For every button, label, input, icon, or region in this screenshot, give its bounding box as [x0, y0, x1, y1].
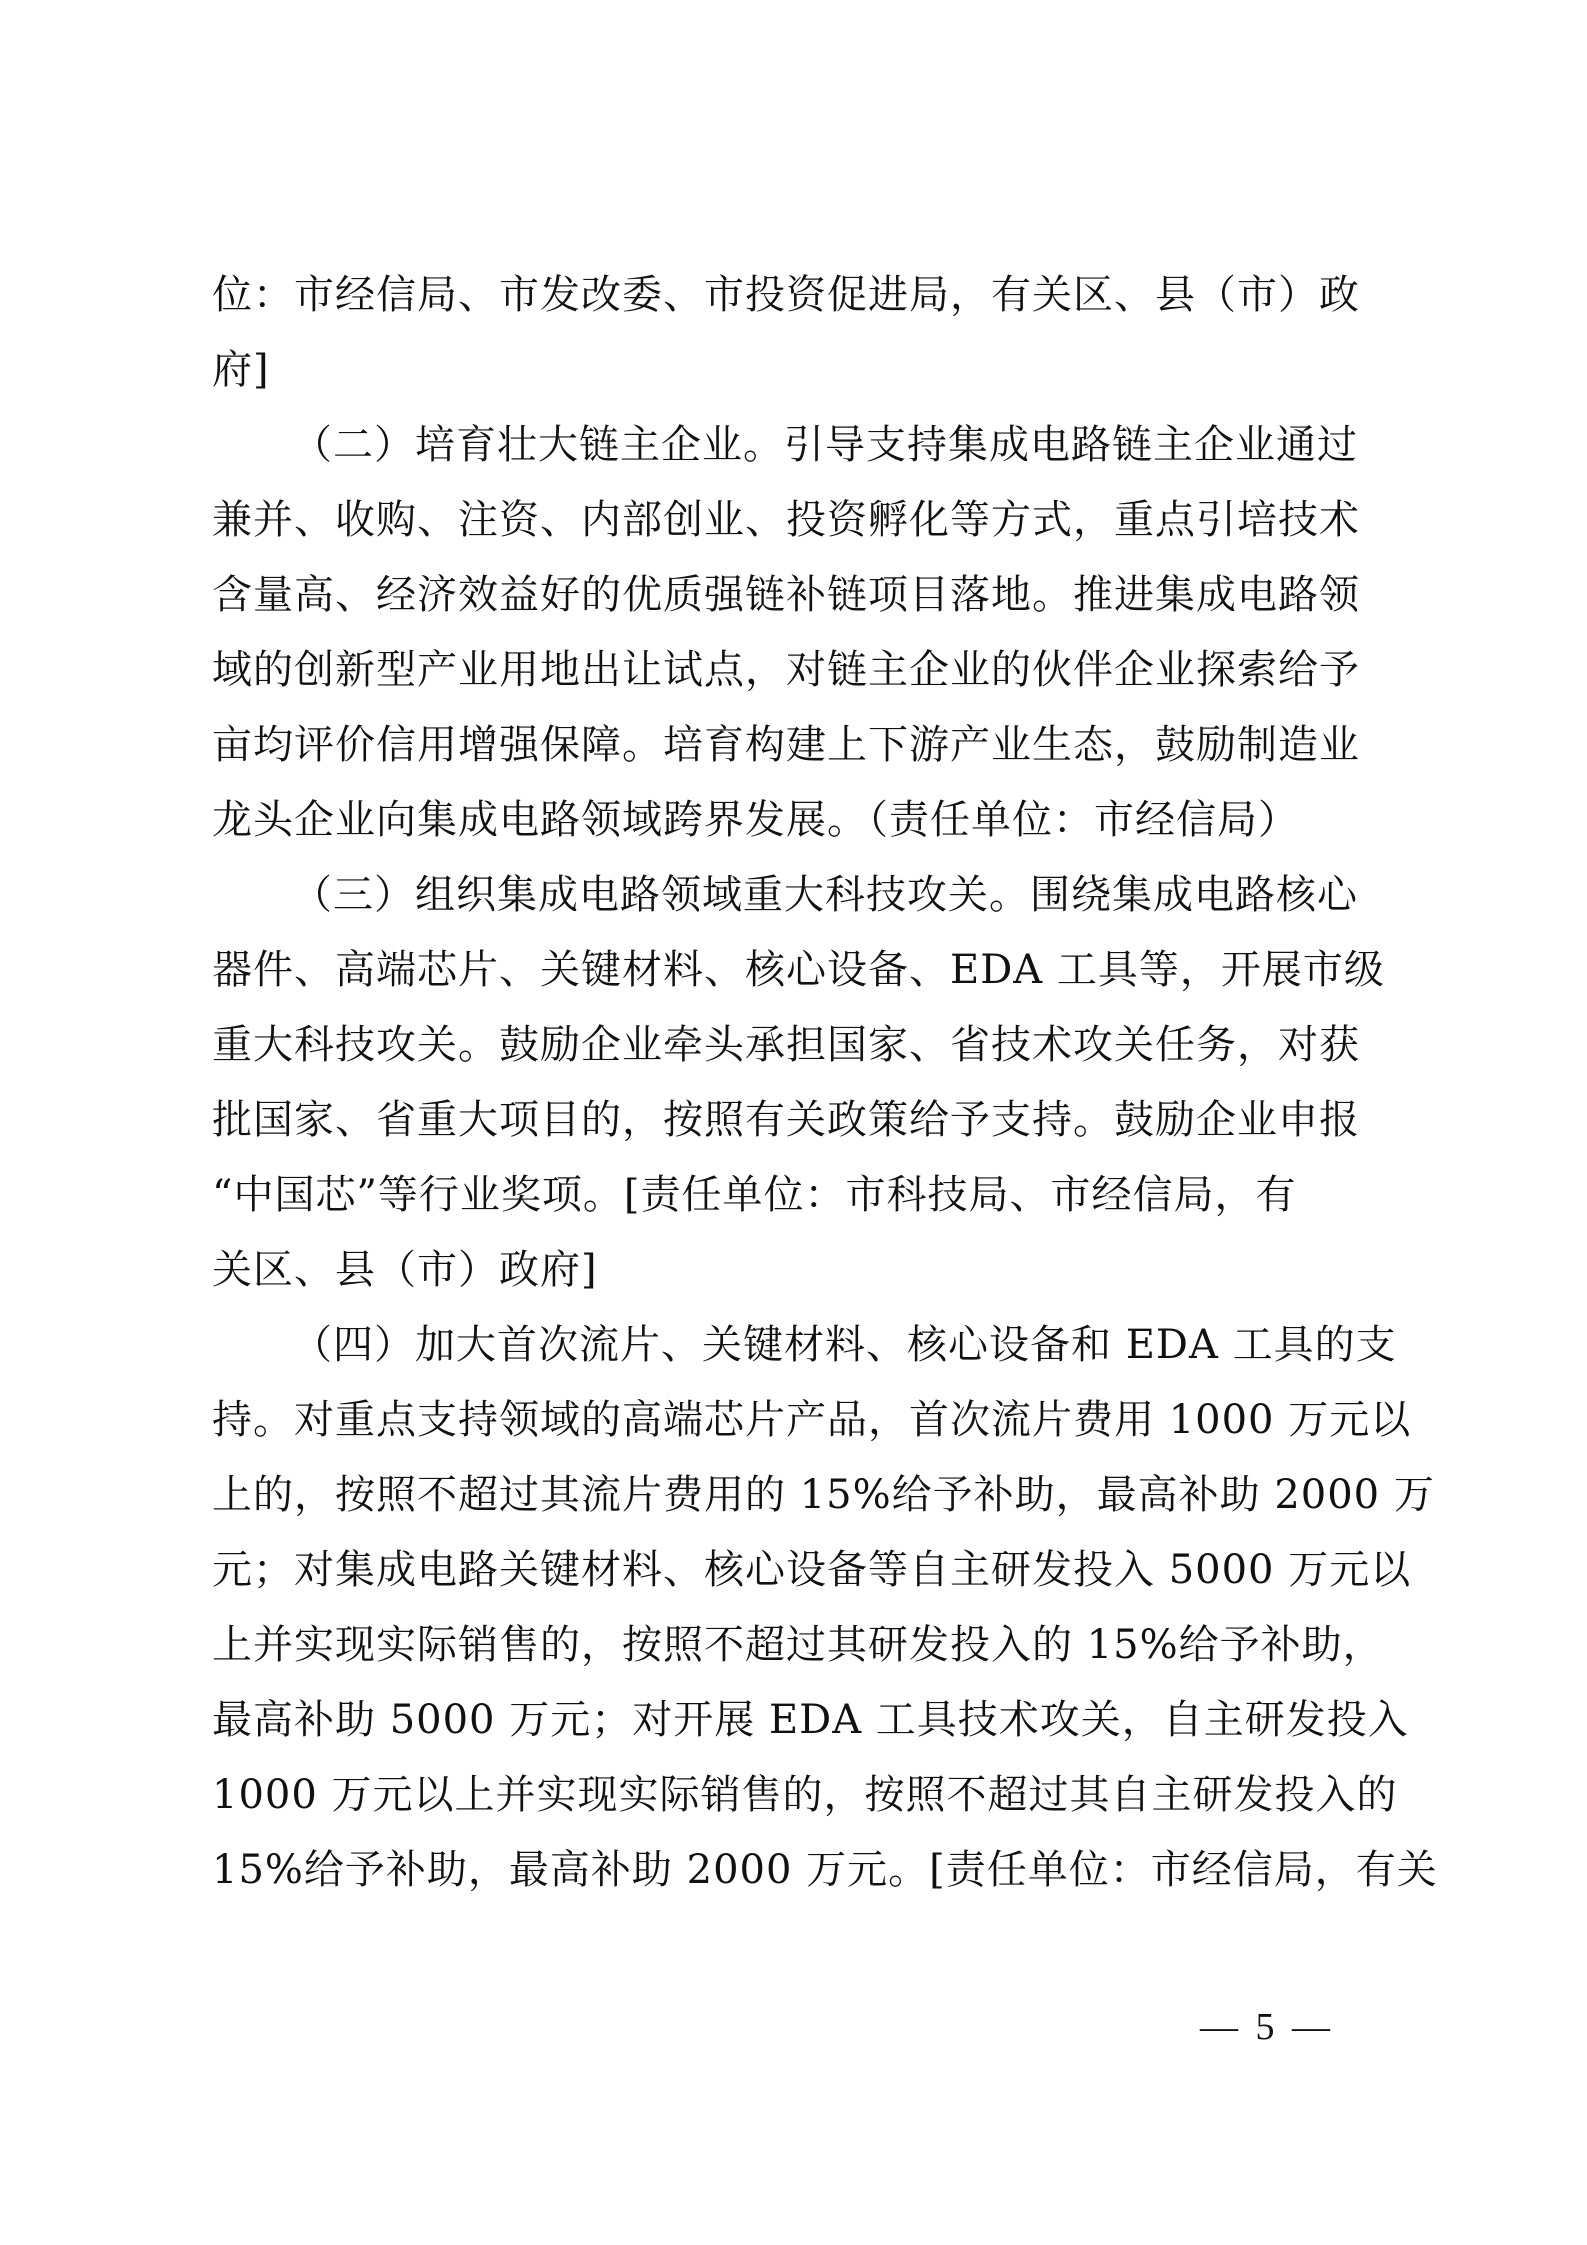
section-heading-line: （四）加大首次流片、关键材料、核心设备和 EDA 工具的支 [292, 1322, 1397, 1368]
text-line: 15%给予补助，最高补助 2000 万元。[责任单位：市经信局，有关 [212, 1847, 1438, 1893]
document-body [212, 258, 1438, 1908]
text-line: 重大科技攻关。鼓励企业牵头承担国家、省技术攻关任务，对获 [212, 1022, 1360, 1068]
text-line: 元；对集成电路关键材料、核心设备等自主研发投入 5000 万元以 [212, 1547, 1412, 1593]
text-line: 1000 万元以上并实现实际销售的，按照不超过其自主研发投入的 [212, 1772, 1398, 1818]
text-line: “中国芯”等行业奖项。[责任单位：市科技局、市经信局，有 [212, 1172, 1297, 1218]
text-line: 龙头企业向集成电路领域跨界发展。（责任单位：市经信局） [212, 797, 1299, 843]
text-line: 持。对重点支持领域的高端芯片产品，首次流片费用 1000 万元以 [212, 1397, 1412, 1443]
text-line: 批国家、省重大项目的，按照有关政策给予支持。鼓励企业申报 [212, 1097, 1360, 1143]
section-heading-line: （二）培育壮大链主企业。引导支持集成电路链主企业通过 [292, 422, 1358, 468]
text-line: 上并实现实际销售的，按照不超过其研发投入的 15%给予补助， [212, 1622, 1384, 1668]
text-line: 府] [212, 347, 270, 393]
paragraph-section-2 [212, 408, 1387, 858]
paragraph-continuation [212, 258, 1387, 408]
text-line: 器件、高端芯片、关键材料、核心设备、EDA 工具等，开展市级 [212, 947, 1385, 993]
paragraph-section-4 [212, 1308, 1438, 1908]
text-line: 上的，按照不超过其流片费用的 15%给予补助，最高补助 2000 万 [212, 1472, 1435, 1518]
text-line: 兼并、收购、注资、内部创业、投资孵化等方式，重点引培技术 [212, 497, 1360, 543]
text-line: 亩均评价信用增强保障。培育构建上下游产业生态，鼓励制造业 [212, 722, 1360, 768]
section-heading-line: （三）组织集成电路领域重大科技攻关。围绕集成电路核心 [292, 872, 1358, 918]
text-line: 最高补助 5000 万元；对开展 EDA 工具技术攻关，自主研发投入 [212, 1697, 1409, 1743]
paragraph-section-3 [212, 858, 1387, 1308]
text-line: 含量高、经济效益好的优质强链补链项目落地。推进集成电路领 [212, 572, 1360, 618]
text-line: 位：市经信局、市发改委、市投资促进局，有关区、县（市）政 [212, 272, 1360, 318]
text-line: 关区、县（市）政府] [212, 1247, 598, 1293]
text-line: 域的创新型产业用地出让试点，对链主企业的伙伴企业探索给予 [212, 647, 1360, 693]
page-number: — 5 — [1200, 2006, 1334, 2048]
